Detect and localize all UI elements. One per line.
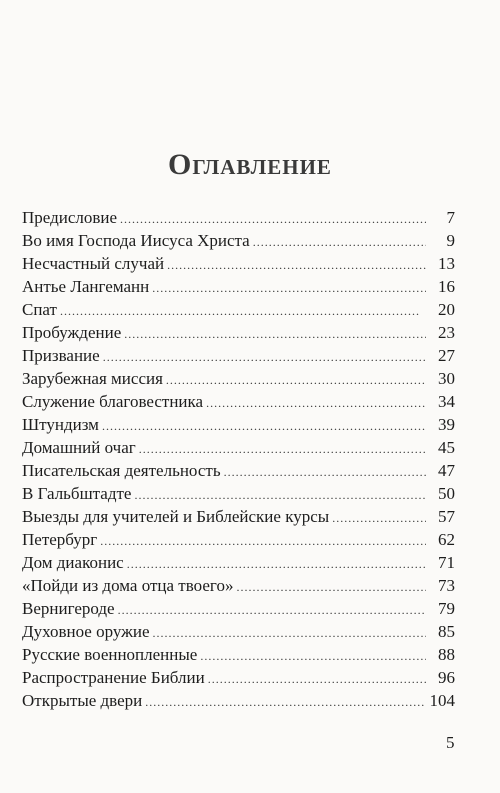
toc-entry [22, 459, 455, 482]
dot-leader [166, 367, 426, 392]
toc-entry [22, 643, 455, 666]
toc-entry-page: 16 [438, 277, 455, 296]
toc-entry-page: 34 [438, 392, 455, 411]
dot-leader [120, 206, 426, 231]
toc-entry-page: 47 [438, 461, 455, 480]
toc-entry-title: Штундизм [22, 415, 99, 434]
dot-leader [102, 413, 426, 438]
dot-leader [127, 551, 426, 576]
toc-entry [22, 482, 455, 505]
dot-leader [153, 620, 426, 645]
toc-entry-title: «Пойди из дома отца твоего» [22, 576, 234, 595]
dot-leader [124, 321, 426, 346]
toc-entry-page: 7 [446, 208, 455, 227]
toc-entry-page: 96 [438, 668, 455, 687]
dot-leader [134, 482, 426, 507]
toc-entry [22, 528, 455, 551]
toc-entry-page: 79 [438, 599, 455, 618]
dot-leader [253, 229, 426, 254]
toc-entry-title: Петербург [22, 530, 98, 549]
toc-entry [22, 275, 455, 298]
toc-entry [22, 321, 455, 344]
toc-entry-page: 27 [438, 346, 455, 365]
page-number: 5 [446, 733, 455, 752]
dot-leader [103, 344, 426, 369]
toc-entry [22, 344, 455, 367]
toc-entry [22, 413, 455, 436]
toc-entry-title: Писательская деятельность [22, 461, 221, 480]
toc-entry [22, 206, 455, 229]
toc-entry [22, 689, 455, 712]
toc-entry-title: Дом диаконис [22, 553, 124, 572]
toc-entry-title: Несчастный случай [22, 254, 165, 273]
toc-entry-title: Русские военнопленные [22, 645, 198, 664]
toc-entry-title: Спат [22, 300, 57, 319]
dot-leader [236, 574, 426, 599]
toc-entry-page: 57 [438, 507, 455, 526]
toc-entry-page: 88 [438, 645, 455, 664]
dot-leader [332, 505, 426, 530]
toc-entry-page: 23 [438, 323, 455, 342]
dot-leader [206, 390, 426, 415]
toc-entry-title: Домашний очаг [22, 438, 136, 457]
toc-entry-title: Выезды для учителей и Библейские курсы [22, 507, 330, 526]
toc-entry-page: 71 [438, 553, 455, 572]
toc-entry-page: 39 [438, 415, 455, 434]
toc-entry-title: Призвание [22, 346, 100, 365]
toc-entry-title: Распространение Библии [22, 668, 205, 687]
dot-leader [139, 436, 426, 461]
toc-entry-title: Во имя Господа Иисуса Христа [22, 231, 250, 250]
toc-entry-page: 85 [438, 622, 455, 641]
toc-entry-page: 13 [438, 254, 455, 273]
toc-entry [22, 551, 455, 574]
toc-entry-title: Духовное оружие [22, 622, 150, 641]
toc-entry-title: Зарубежная миссия [22, 369, 163, 388]
toc-entry [22, 597, 455, 620]
toc-entry [22, 229, 455, 252]
toc-entry-title: Пробуждение [22, 323, 122, 342]
toc-entry [22, 666, 455, 689]
toc-entry-page: 104 [429, 691, 455, 710]
toc-entry-page: 9 [446, 231, 455, 250]
toc-heading: Оглавление [168, 148, 332, 182]
toc-entry [22, 436, 455, 459]
toc-entry-page: 45 [438, 438, 455, 457]
toc-entry-page: 62 [438, 530, 455, 549]
toc-entry-page: 30 [438, 369, 455, 388]
toc-entry [22, 620, 455, 643]
toc-entry-title: Предисловие [22, 208, 118, 227]
dot-leader [224, 459, 426, 484]
toc-entry-title: Вернигероде [22, 599, 115, 618]
toc-entry [22, 505, 455, 528]
dot-leader [167, 252, 426, 277]
dot-leader [152, 275, 426, 300]
toc-entry [22, 574, 455, 597]
toc-entry [22, 298, 455, 321]
dot-leader [200, 643, 426, 668]
toc-entry [22, 390, 455, 413]
table-of-contents [22, 206, 455, 712]
dot-leader [100, 528, 426, 553]
dot-leader [118, 597, 426, 622]
toc-entry [22, 252, 455, 275]
toc-entry-page: 50 [438, 484, 455, 503]
dot-leader [145, 689, 426, 714]
toc-entry-title: Служение благовестника [22, 392, 204, 411]
toc-entry-title: Антье Лангеманн [22, 277, 150, 296]
dot-leader [208, 666, 426, 691]
dot-leader [60, 298, 426, 323]
toc-entry-title: Открытые двери [22, 691, 143, 710]
toc-entry-title: В Гальбштадте [22, 484, 132, 503]
toc-entry [22, 367, 455, 390]
toc-entry-page: 20 [438, 300, 455, 319]
toc-entry-page: 73 [438, 576, 455, 595]
